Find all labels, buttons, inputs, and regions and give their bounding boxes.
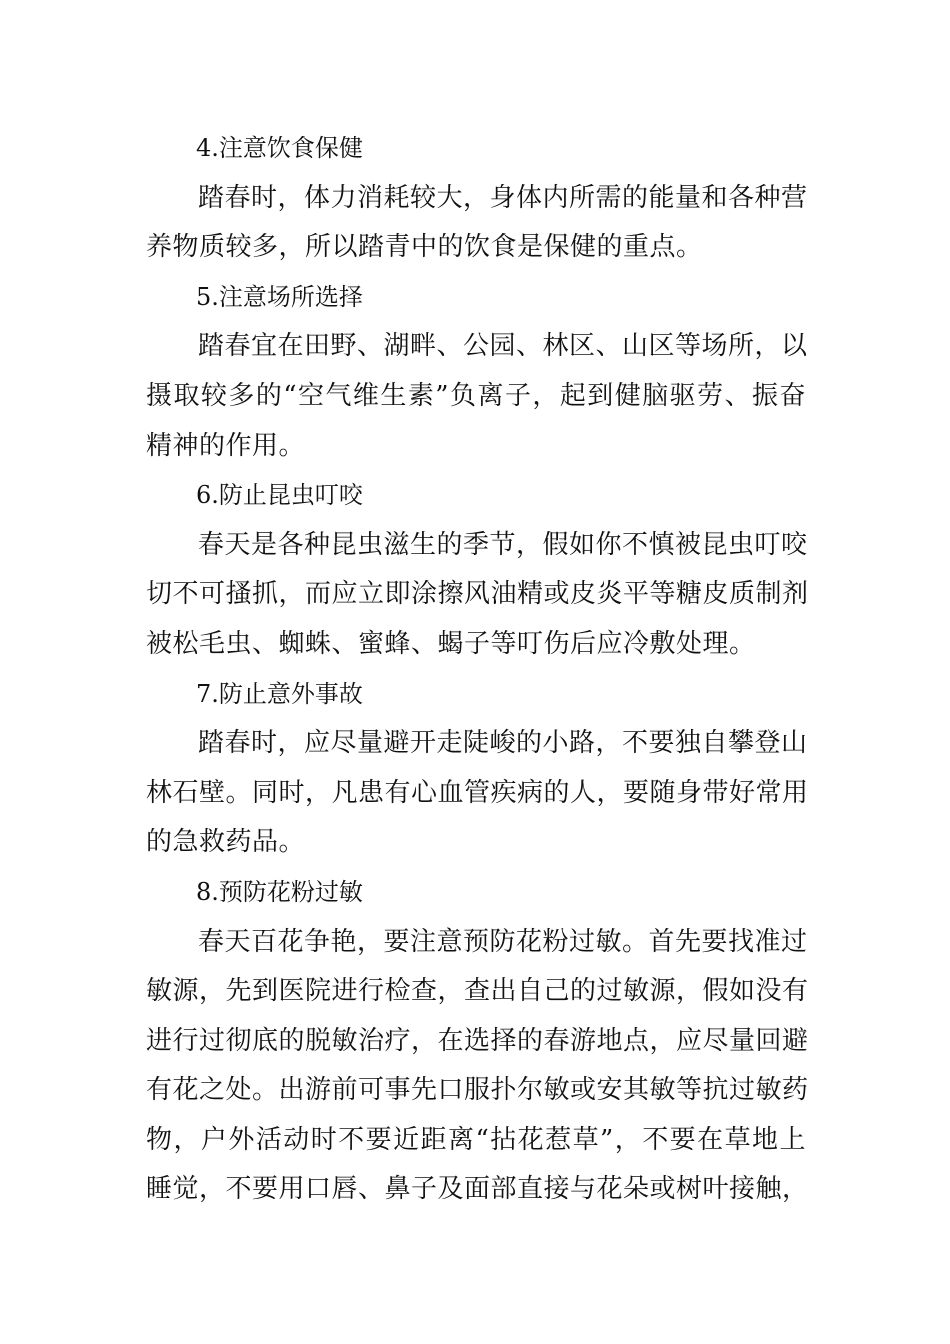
section-heading: 6.防止昆虫叮咬 <box>196 481 363 510</box>
paragraph-line: 林石壁。同时，凡患有心血管疾病的人，要随身带好常用 <box>146 777 809 808</box>
paragraph-line: 敏源，先到医院进行检查，查出自己的过敏源，假如没有 <box>146 976 809 1007</box>
paragraph-line: 进行过彻底的脱敏治疗，在选择的春游地点，应尽量回避 <box>146 1025 809 1056</box>
paragraph-line: 睡觉，不要用口唇、鼻子及面部直接与花朵或树叶接触， <box>146 1174 809 1205</box>
paragraph-line: 春天百花争艳，要注意预防花粉过敏。首先要找准过 <box>198 926 808 957</box>
paragraph-line: 踏春宜在田野、湖畔、公园、林区、山区等场所，以 <box>198 331 808 362</box>
paragraph-line: 的急救药品。 <box>146 827 306 858</box>
section-heading: 7.防止意外事故 <box>196 679 363 708</box>
paragraph-line: 切不可搔抓，而应立即涂擦风油精或皮炎平等糖皮质制剂 <box>146 579 809 610</box>
section-heading: 5.注意场所选择 <box>196 282 363 311</box>
section-heading: 8.预防花粉过敏 <box>196 877 363 906</box>
paragraph-line: 摄取较多的“空气维生素”负离子，起到健脑驱劳、振奋 <box>146 380 806 411</box>
paragraph-line: 养物质较多，所以踏青中的饮食是保健的重点。 <box>146 232 703 263</box>
section-heading: 4.注意饮食保健 <box>196 134 363 162</box>
paragraph-line: 被松毛虫、蜘蛛、蜜蜂、蝎子等叮伤后应冷敷处理。 <box>146 628 756 659</box>
paragraph-line: 踏春时，应尽量避开走陡峻的小路，不要独自攀登山 <box>198 728 808 759</box>
paragraph-line: 踏春时，体力消耗较大，身体内所需的能量和各种营 <box>198 182 808 213</box>
paragraph-line: 物，户外活动时不要近距离“拈花惹草”，不要在草地上 <box>146 1124 806 1155</box>
document-body <box>146 124 809 1215</box>
paragraph-line: 有花之处。出游前可事先口服扑尔敏或安其敏等抗过敏药 <box>146 1075 809 1106</box>
paragraph-line: 春天是各种昆虫滋生的季节，假如你不慎被昆虫叮咬 <box>198 529 808 560</box>
paragraph-line: 精神的作用。 <box>146 430 306 461</box>
